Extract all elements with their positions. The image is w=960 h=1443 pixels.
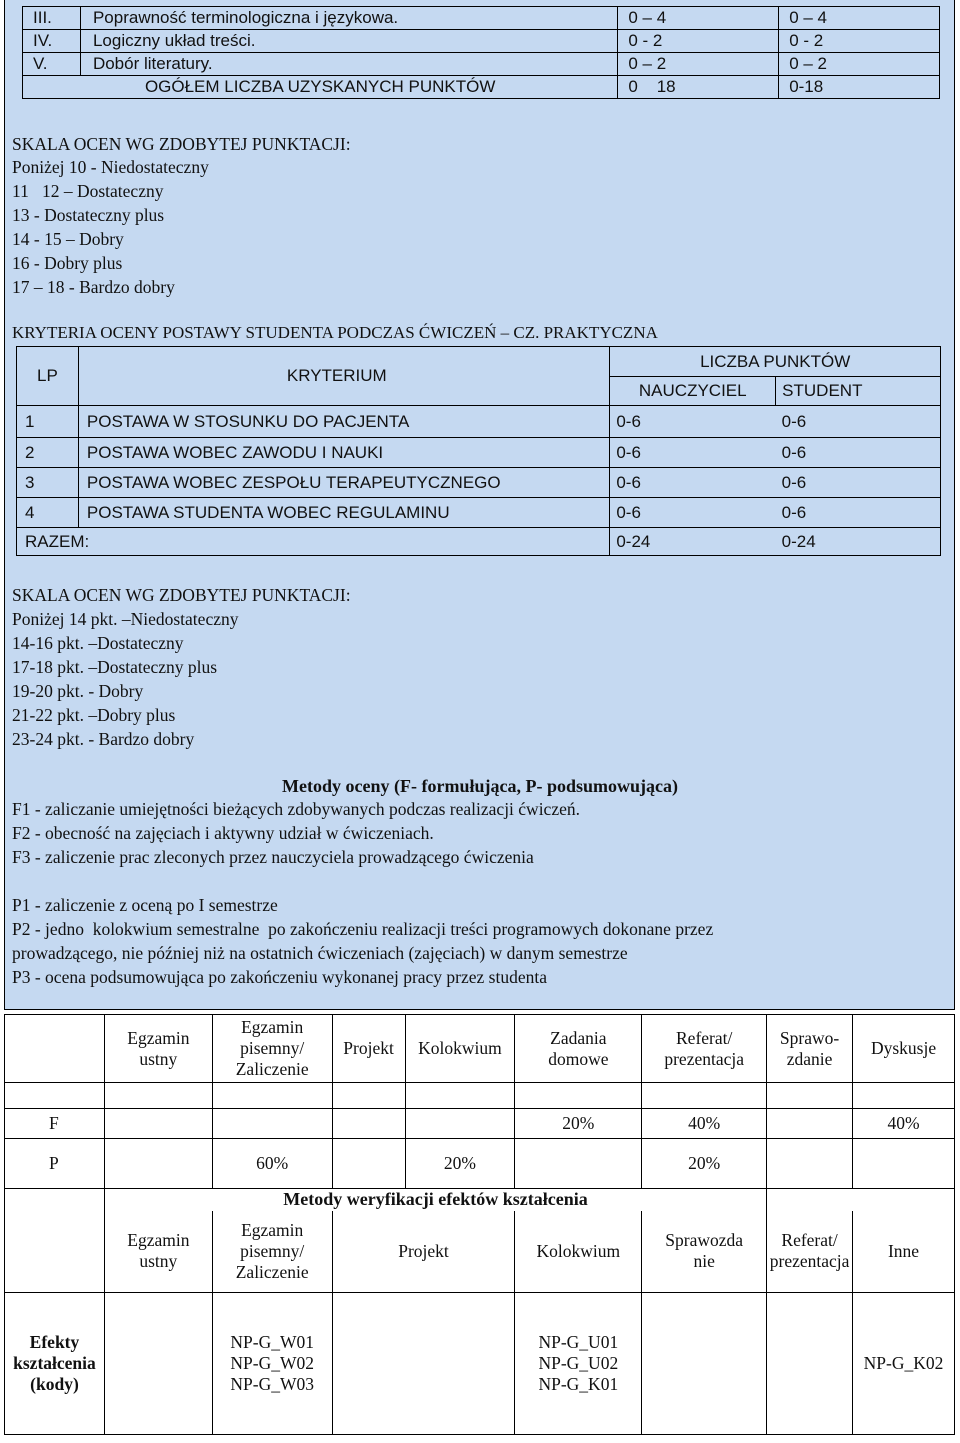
- verify-value-cell: [767, 1293, 853, 1435]
- forms-p-value: [767, 1139, 853, 1189]
- forms-f-value: [104, 1109, 212, 1139]
- scale-item: 14-16 pkt. –Dostateczny: [12, 633, 184, 653]
- forms-f-value: [767, 1109, 853, 1139]
- verify-header-cell: Egzamin ustny: [104, 1211, 212, 1293]
- forms-spacer-cell: [212, 1083, 332, 1109]
- forms-header-cell: Projekt: [332, 1015, 405, 1083]
- forms-p-value: 60%: [212, 1139, 332, 1189]
- header-student: STUDENT: [776, 377, 941, 406]
- scale-item: 14 - 15 – Dobry: [12, 229, 124, 249]
- top-row-label: Dobór literatury.: [80, 53, 617, 76]
- criteria-row: [17, 406, 941, 438]
- verify-header-cell: Sprawozda nie: [642, 1211, 767, 1293]
- top-total-b: 0-18: [779, 76, 940, 99]
- verify-header-cell: Egzamin pisemny/ Zaliczenie: [212, 1211, 332, 1293]
- criteria-label: POSTAWA WOBEC ZAWODU I NAUKI: [78, 438, 609, 468]
- forms-f-value: [405, 1109, 515, 1139]
- method-f-item: F3 - zaliczenie prac zleconych przez nauczyciela prowadzącego ćwiczenia: [12, 847, 534, 867]
- method-p-item: P3 - ocena podsumowująca po zakończeniu wykonanej pracy przez studenta: [12, 967, 548, 987]
- method-f-item: F2 - obecność na zajęciach i aktywny udział w ćwiczeniach.: [12, 823, 434, 843]
- top-total-label: OGÓŁEM LICZBA UZYSKANYCH PUNKTÓW: [23, 76, 618, 99]
- top-row-num: IV.: [23, 30, 81, 53]
- forms-p-value: [332, 1139, 405, 1189]
- criteria-student: 0-6: [776, 406, 941, 438]
- forms-p-value: [853, 1139, 955, 1189]
- verify-value-cell: [642, 1293, 767, 1435]
- scale-item: Poniżej 10 - Niedostateczny: [12, 157, 209, 177]
- method-p-item: P1 - zaliczenie z oceną po I semestrze: [12, 895, 278, 915]
- forms-f-label: F: [5, 1109, 105, 1139]
- scale-item: 16 - Dobry plus: [12, 253, 123, 273]
- scale-item: 17-18 pkt. –Dostateczny plus: [12, 657, 218, 677]
- forms-header-cell: Zadania domowe: [515, 1015, 642, 1083]
- forms-header-cell: Egzamin pisemny/ Zaliczenie: [212, 1015, 332, 1083]
- methods-title: Metody oceny (F- formułująca, P- podsumowująca): [282, 776, 678, 796]
- forms-header-cell: Kolokwium: [405, 1015, 515, 1083]
- criteria-teacher: 0-6: [610, 438, 776, 468]
- criteria-student: 0-6: [776, 468, 941, 498]
- criteria-label: POSTAWA W STOSUNKU DO PACJENTA: [78, 406, 609, 438]
- top-row-a: 0 – 4: [618, 7, 779, 30]
- top-row: [23, 30, 940, 53]
- verify-value-cell: [332, 1293, 515, 1435]
- forms-spacer-cell: [104, 1083, 212, 1109]
- verify-title-left: [5, 1189, 105, 1211]
- top-row-a: 0 – 2: [618, 53, 779, 76]
- method-f-item: F1 - zaliczanie umiejętności bieżących zdobywanych podczas realizacji ćwiczeń.: [12, 799, 580, 819]
- forms-f-value: 40%: [853, 1109, 955, 1139]
- criteria-student: 0-6: [776, 498, 941, 528]
- forms-spacer-cell: [405, 1083, 515, 1109]
- criteria-label: POSTAWA STUDENTA WOBEC REGULAMINU: [78, 498, 609, 528]
- forms-spacer-cell: [332, 1083, 405, 1109]
- forms-header-cell: Egzamin ustny: [104, 1015, 212, 1083]
- forms-table: [4, 1014, 955, 1435]
- verify-header-cell: Projekt: [332, 1211, 515, 1293]
- criteria-lp: 2: [17, 438, 79, 468]
- criteria-row: [17, 498, 941, 528]
- header-kryterium: KRYTERIUM: [78, 347, 609, 406]
- top-row-b: 0 - 2: [779, 30, 940, 53]
- criteria-label: POSTAWA WOBEC ZESPOŁU TERAPEUTYCZNEGO: [78, 468, 609, 498]
- scale2-title: SKALA OCEN WG ZDOBYTEJ PUNKTACJI:: [12, 585, 351, 605]
- top-row-b: 0 – 2: [779, 53, 940, 76]
- verify-header-cell: Inne: [853, 1211, 955, 1293]
- criteria-total-teacher: 0-24: [610, 528, 776, 556]
- criteria-total-label: RAZEM:: [17, 528, 610, 556]
- forms-spacer-cell: [767, 1083, 853, 1109]
- scale-item: 21-22 pkt. –Dobry plus: [12, 705, 176, 725]
- verify-header-row: [5, 1211, 955, 1293]
- verify-title: Metody weryfikacji efektów kształcenia: [104, 1189, 766, 1211]
- header-points: LICZBA PUNKTÓW: [610, 347, 941, 377]
- forms-header-row: [5, 1015, 955, 1083]
- forms-corner-cell: [5, 1015, 105, 1083]
- criteria-student: 0-6: [776, 438, 941, 468]
- criteria-teacher: 0-6: [610, 498, 776, 528]
- verify-value-row: [5, 1293, 955, 1435]
- forms-p-value: [515, 1139, 642, 1189]
- top-row-num: III.: [23, 7, 81, 30]
- forms-p-value: 20%: [405, 1139, 515, 1189]
- verify-header-cell: Referat/ prezentacja: [767, 1211, 853, 1293]
- method-p-item: P2 - jedno kolokwium semestralne po zakończeniu realizacji treści programowych dokonane przez: [12, 919, 714, 939]
- verify-row-label: Efekty kształcenia (kody): [5, 1293, 105, 1435]
- criteria-lp: 4: [17, 498, 79, 528]
- scale-item: Poniżej 14 pkt. –Niedostateczny: [12, 609, 239, 629]
- criteria-lp: 1: [17, 406, 79, 438]
- forms-p-label: P: [5, 1139, 105, 1189]
- verify-value-cell: [104, 1293, 212, 1435]
- forms-header-cell: Dyskusje: [853, 1015, 955, 1083]
- forms-spacer-cell: [515, 1083, 642, 1109]
- top-row-label: Poprawność terminologiczna i językowa.: [80, 7, 617, 30]
- verify-corner-cell: [5, 1211, 105, 1293]
- forms-f-value: [212, 1109, 332, 1139]
- forms-f-row: [5, 1109, 955, 1139]
- forms-p-row: [5, 1139, 955, 1189]
- scale-item: 13 - Dostateczny plus: [12, 205, 165, 225]
- criteria-row: [17, 468, 941, 498]
- verify-value-cell: NP-G_U01 NP-G_U02 NP-G_K01: [515, 1293, 642, 1435]
- forms-p-value: 20%: [642, 1139, 767, 1189]
- criteria-teacher: 0-6: [610, 468, 776, 498]
- top-score-table: [22, 6, 940, 99]
- top-row-num: V.: [23, 53, 81, 76]
- scale-item: 19-20 pkt. - Dobry: [12, 681, 144, 701]
- top-total-row: [23, 76, 940, 99]
- verify-header-cell: Kolokwium: [515, 1211, 642, 1293]
- verify-value-cell: NP-G_W01 NP-G_W02 NP-G_W03: [212, 1293, 332, 1435]
- criteria-total-row: [17, 528, 941, 556]
- forms-f-value: 40%: [642, 1109, 767, 1139]
- criteria-lp: 3: [17, 468, 79, 498]
- scale1-title: SKALA OCEN WG ZDOBYTEJ PUNKTACJI:: [12, 134, 351, 154]
- header-lp: LP: [17, 347, 79, 406]
- verify-title-right: [767, 1189, 955, 1211]
- top-row-a: 0 - 2: [618, 30, 779, 53]
- top-total-a: 0 18: [618, 76, 779, 99]
- verify-title-row: [5, 1189, 955, 1211]
- scale-item: 11 12 – Dostateczny: [12, 181, 164, 201]
- forms-header-cell: Sprawo- zdanie: [767, 1015, 853, 1083]
- forms-spacer-cell: [853, 1083, 955, 1109]
- top-row: [23, 7, 940, 30]
- forms-header-cell: Referat/ prezentacja: [642, 1015, 767, 1083]
- forms-spacer-cell: [642, 1083, 767, 1109]
- scale-item: 23-24 pkt. - Bardzo dobry: [12, 729, 195, 749]
- forms-f-value: 20%: [515, 1109, 642, 1139]
- criteria-row: [17, 438, 941, 468]
- criteria-table: [16, 346, 941, 556]
- top-row-b: 0 – 4: [779, 7, 940, 30]
- forms-p-value: [104, 1139, 212, 1189]
- forms-spacer-row: [5, 1083, 955, 1109]
- scale-item: 17 – 18 - Bardzo dobry: [12, 277, 175, 297]
- top-row-label: Logiczny układ treści.: [80, 30, 617, 53]
- method-p-item: prowadzącego, nie później niż na ostatnich ćwiczeniach (zajęciach) w danym semestrze: [12, 943, 628, 963]
- forms-spacer-cell: [5, 1083, 105, 1109]
- criteria-teacher: 0-6: [610, 406, 776, 438]
- forms-f-value: [332, 1109, 405, 1139]
- verify-value-cell: NP-G_K02: [853, 1293, 955, 1435]
- criteria-total-student: 0-24: [776, 528, 941, 556]
- criteria-title: KRYTERIA OCENY POSTAWY STUDENTA PODCZAS ĆWICZEŃ – CZ. PRAKTYCZNA: [12, 323, 658, 342]
- header-teacher: NAUCZYCIEL: [610, 377, 776, 406]
- top-row: [23, 53, 940, 76]
